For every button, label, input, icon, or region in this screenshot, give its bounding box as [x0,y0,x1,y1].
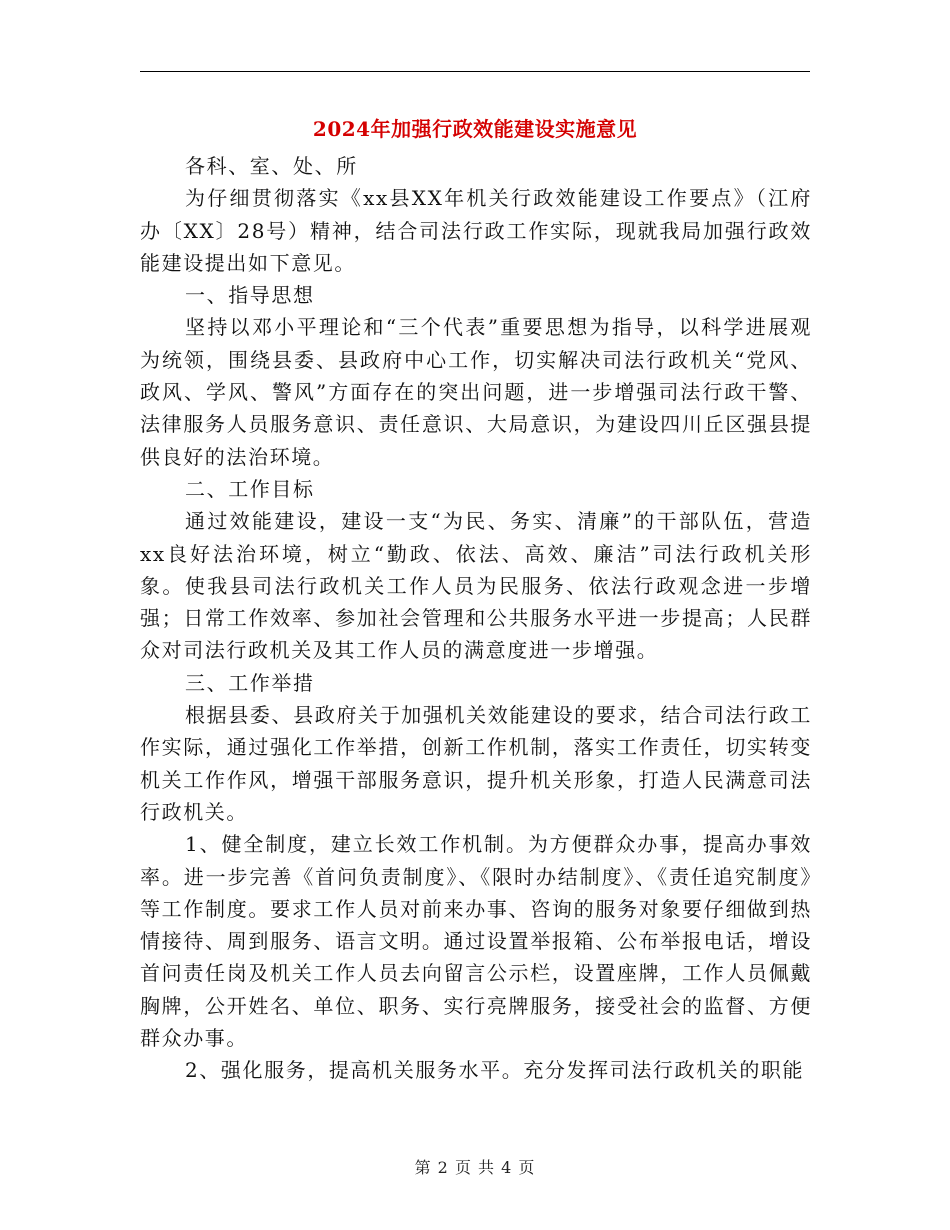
page-number: 第 2 页 共 4 页 [414,1158,536,1177]
paragraph-intro: 为仔细贯彻落实《xx县XX年机关行政效能建设工作要点》（江府办〔XX〕28号）精神，结合司法行政工作实际，现就我局加强行政效能建设提出如下意见。 [140,186,812,275]
paragraph-guiding-thought: 坚持以邓小平理论和“三个代表”重要思想为指导，以科学进展观为统领，围绕县委、县政府中心工作，切实解决司法行政机关“党风、政风、学风、警风”方面存在的突出问题，进一步增强司法行政干警、法律服务人员服务意识、责任意识、大局意识，为建设四川丘区强县提供良好的法治环境。 [140,315,812,469]
paragraph-measure-1: 1、健全制度，建立长效工作机制。为方便群众办事，提高办事效率。进一步完善《首问负责制度》、《限时办结制度》、《责任追究制度》等工作制度。要求工作人员对前来办事、咨询的服务对象要仔细做到热情接待、周到服务、语言文明。通过设置举报箱、公布举报电话，增设首问责任岗及机关工作人员去向留言公示栏，设置座牌，工作人员佩戴胸牌，公开姓名、单位、职务、实行亮牌服务，接受社会的监督、方便群众办事。 [140,832,812,1051]
section-heading-work-measures: 三、工作举措 [185,670,315,695]
paragraph-work-measures: 根据县委、县政府关于加强机关效能建设的要求，结合司法行政工作实际，通过强化工作举措，创新工作机制，落实工作责任，切实转变机关工作作风，增强干部服务意识，提升机关形象，打造人民满意司法行政机关。 [140,703,812,824]
paragraph-addressee: 各科、室、处、所 [185,154,358,178]
paragraph-work-goals: 通过效能建设，建设一支“为民、务实、清廉”的干部队伍，营造xx良好法治环境，树立“勤政、依法、高效、廉洁”司法行政机关形象。使我县司法行政机关工作人员为民服务、依法行政观念进一步增强；日常工作效率、参加社会管理和公共服务水平进一步提高；人民群众对司法行政机关及其工作人员的满意度进一步增强。 [140,509,812,663]
section-heading-guiding-thought: 一、指导思想 [185,283,315,308]
section-heading-work-goals: 二、工作目标 [185,476,315,501]
document-body [140,150,812,1087]
header-rule [140,71,810,72]
document-title: 2024年加强行政效能建设实施意见 [312,117,638,141]
paragraph-measure-2: 2、强化服务，提高机关服务水平。充分发挥司法行政机关的职能 [185,1058,805,1083]
